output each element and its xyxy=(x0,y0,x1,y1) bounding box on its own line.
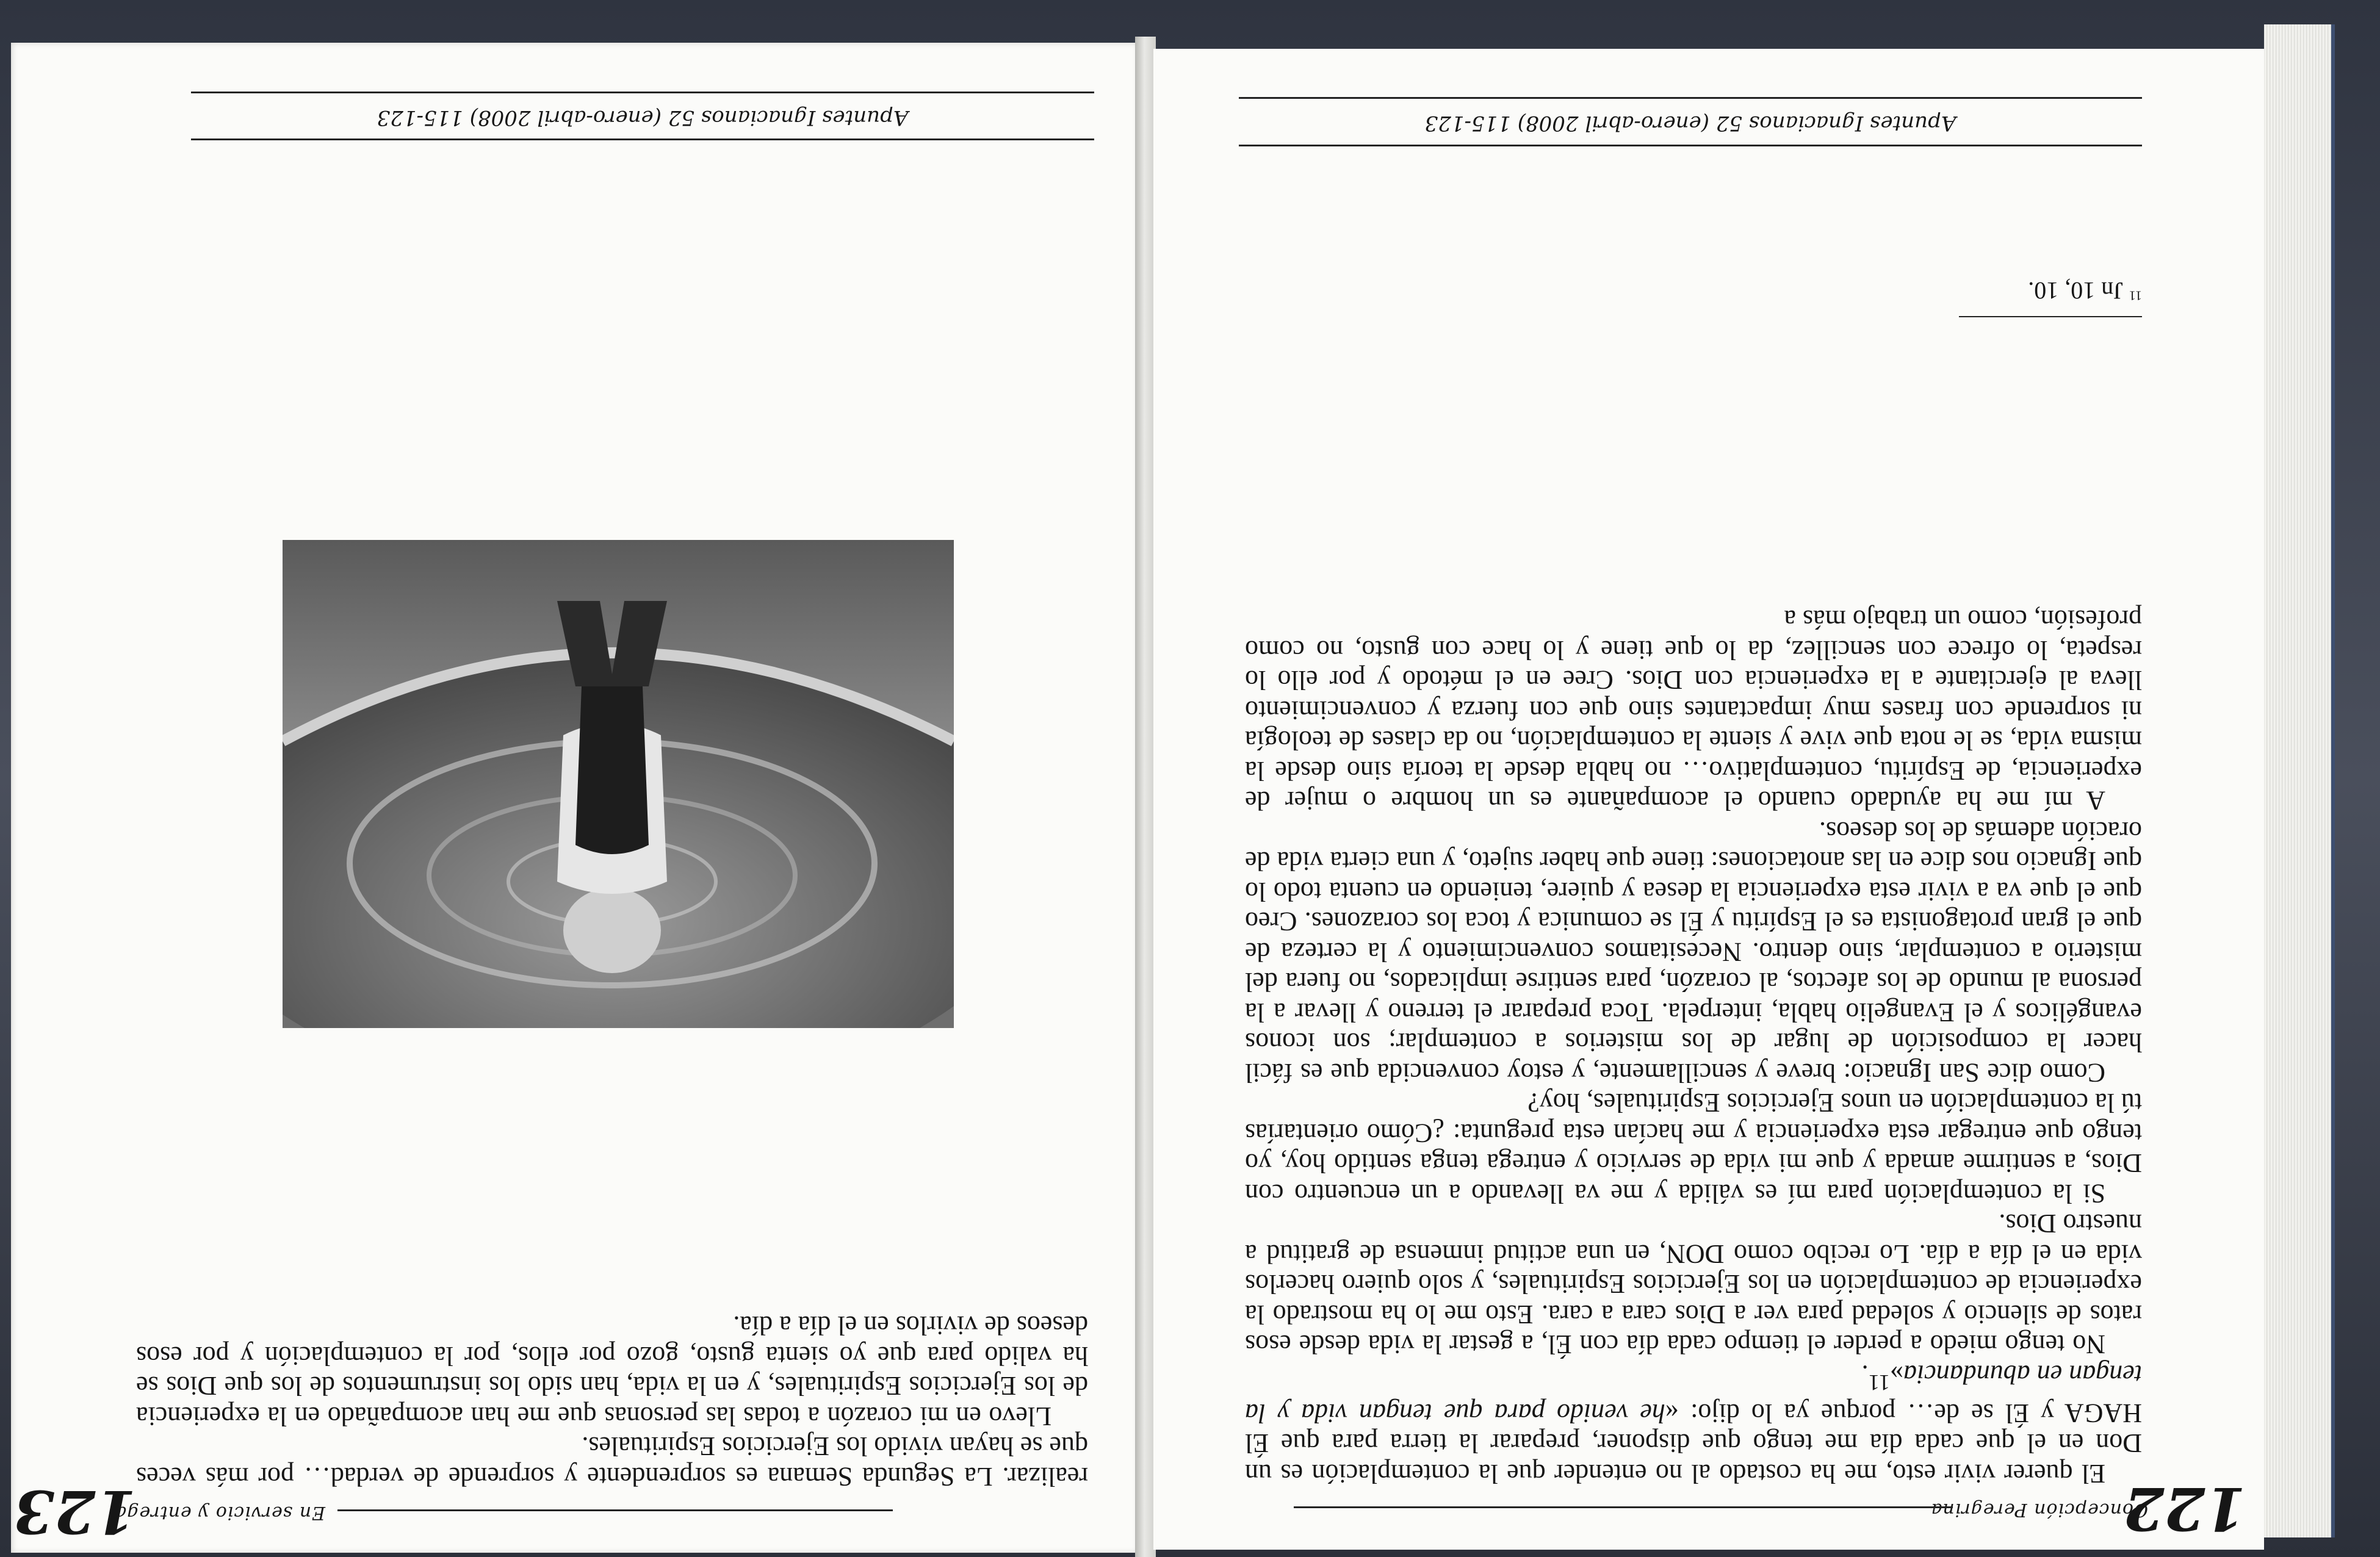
footer-rule-top xyxy=(1239,145,2142,146)
footer-rule-bottom xyxy=(191,92,1094,93)
paragraph: realizar. La Segunda Semana es sorprendente y sorprende de verdad… por más veces que se hayan vivido los Ejercicios Espirituales. xyxy=(136,1431,1088,1492)
running-head-right: Concepción Peregrina xyxy=(1930,1499,2148,1520)
journal-citation-left: Apuntes Ignacianos 52 (enero-abril 2008) 115-123 xyxy=(377,106,909,130)
paragraph: Como dice San Ignacio: breve y sencillamente, y estoy convencida que es fácil hacer la composición de lugar de los misterios a contemplar; son iconos evangélicos y el Evangelio habla, interpela. Toca preparar el terreno y llevar a la persona al mundo de los afectos, al corazón, para sentirse implicados, no fuera del misterio a contemplar, sino dentro. Necesitamos convencimiento y la certeza de que el gran protagonista es el Espíritu y Él se comunica y toca los corazones. Creo que el que va a vivir esta experiencia la desea y quiere, teniendo en cuenta todo lo que Ignacio nos dice en las anotaciones: tiene que haber sujeto, y una cierta vida de oración además de los deseos. xyxy=(1245,816,2142,1088)
right-page-content xyxy=(1153,49,2264,1550)
header-rule xyxy=(337,1509,893,1511)
footnote-number: 11 xyxy=(2129,288,2142,304)
photograph xyxy=(283,540,954,1028)
journal-citation-right: Apuntes Ignacianos 52 (enero-abril 2008) 115-123 xyxy=(1424,111,1956,135)
right-page xyxy=(1153,49,2264,1550)
paragraph-intro xyxy=(1245,1359,2142,1489)
running-head-left: En servicio y entrega xyxy=(115,1502,325,1523)
gospel-quote: he venido para que tengan vida y la tengan en abundancia xyxy=(1245,1359,2142,1428)
header-rule xyxy=(1294,1506,1953,1508)
right-body-text xyxy=(1245,605,2142,1489)
footer-rule-bottom xyxy=(1239,97,2142,99)
paragraph: No tengo miedo a perder el tiempo cada día con Él, a gestar la vida desde esos ratos de silencio y soledad para ver a Dios cara a cara. Esto me lo ha mostrado la experiencia de contemplación en los Ejercicios Espirituales, y solo quiero hacerlos vida en el día a día. Lo recibo como DON, en una actitud inmensa de gratitud a nuestro Dios. xyxy=(1245,1209,2142,1360)
left-page-content xyxy=(11,43,1137,1553)
footnote-reference[interactable]: 11 xyxy=(1868,1370,1890,1396)
footnote-text: Jn 10, 10. xyxy=(2028,277,2123,304)
page-number-122: 122 xyxy=(2123,1474,2246,1543)
footnote xyxy=(2028,276,2142,305)
quote-close: » xyxy=(1889,1359,1903,1390)
left-page xyxy=(11,43,1137,1553)
intro-text: El querer vivir esto, me ha costado al no entender que la contemplación es un Don en el que cada día me tengo que disponer, preparar la tierra para que Él HAGA y Él se de… porque ya lo dijo: « xyxy=(1245,1398,2142,1489)
intro-end: . xyxy=(1861,1359,1869,1390)
photograph-figure xyxy=(283,540,954,1028)
page-number-123: 123 xyxy=(13,1477,136,1546)
book-page-edges xyxy=(2264,24,2335,1537)
book-gutter xyxy=(1135,37,1156,1557)
paragraph: A mí me ha ayudado cuando el acompañante es un hombre o mujer de experiencia, de Espíritu, contemplativo… no habla desde la teoría sino desde la misma vida, se le nota que vive y siente la contemplación, no da clases de teología ni sorprende con frases muy impactantes sino que con fuerza y convencimiento lleva al ejercitante a la experiencia con Dios. Cree en el método y por ello lo respeta, lo ofrece con sencillez, da lo que tiene y lo hace con gusto, no como profesión, como un trabajo más a xyxy=(1245,605,2142,816)
paragraph: Llevo en mi corazón a todas las personas que me han acompañado en la experiencia de los Ejercicios Espirituales, y en la vida, han sido los instrumentos de los que Dios se ha valido para que yo sienta gusto, gozo por ellos, por la contemplación y por esos deseos de vivirlos en el día a día. xyxy=(136,1311,1088,1431)
paragraph: Si la contemplación para mí es válida y me va llevando a un encuentro con Dios, a sentirme amada y que mi vida de servicio y entrega tenga sentido hoy, yo tengo que entregar esta experiencia y me hacían esta pregunta: ¿Cómo orientarías tú la contemplación en unos Ejercicios Espirituales, hoy? xyxy=(1245,1088,2142,1209)
footer-rule-top xyxy=(191,138,1094,140)
left-body-text xyxy=(136,1311,1088,1492)
footnote-separator xyxy=(1959,316,2142,317)
